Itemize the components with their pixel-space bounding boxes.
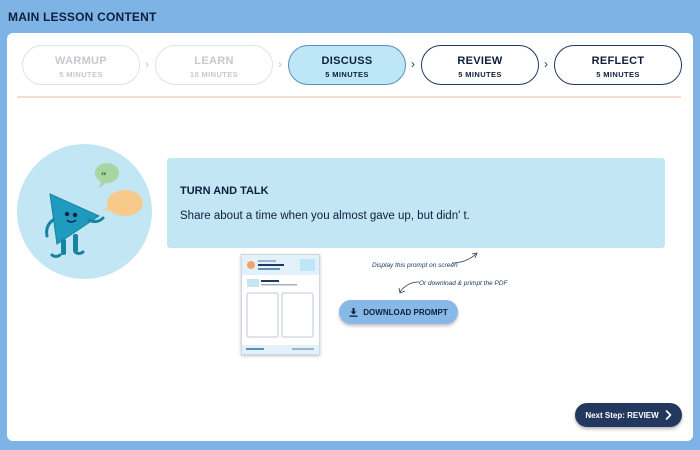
mascot-icon: [17, 144, 152, 279]
chevron-right-icon: [665, 410, 672, 420]
step-learn[interactable]: [155, 45, 273, 85]
chevron-right-icon: ›: [278, 57, 282, 71]
download-button-label: DOWNLOAD PROMPT: [363, 307, 448, 317]
download-prompt-button[interactable]: [339, 300, 458, 324]
divider: [17, 96, 681, 98]
download-note: Or download & primpt the PDF: [419, 280, 508, 287]
pdf-thumbnail[interactable]: [241, 254, 320, 355]
header-title: MAIN LESSON CONTENT: [8, 10, 157, 24]
lesson-steps: [22, 45, 682, 85]
chevron-right-icon: ›: [411, 57, 415, 71]
svg-text:“: “: [101, 170, 107, 182]
step-duration: 5 MINUTES: [325, 70, 369, 79]
download-icon: [349, 308, 358, 317]
chevron-right-icon: ›: [145, 57, 149, 71]
prompt-text: Share about a time when you almost gave up, but didn' t.: [180, 210, 470, 222]
step-warmup[interactable]: [22, 45, 140, 85]
step-reflect[interactable]: [554, 45, 682, 85]
display-note: Display this prompt on screen: [372, 262, 458, 269]
mascot-illustration: [17, 144, 152, 279]
step-duration: 5 MINUTES: [59, 70, 103, 79]
curved-arrow-icon: [397, 280, 421, 296]
step-duration: 5 MINUTES: [596, 70, 640, 79]
pdf-preview-image: [242, 255, 319, 354]
step-name: REFLECT: [591, 55, 645, 67]
step-name: DISCUSS: [321, 55, 373, 67]
next-button-label: Next Step: REVIEW: [585, 410, 659, 420]
step-duration: 10 MINUTES: [189, 70, 239, 79]
step-review[interactable]: [421, 45, 539, 85]
chevron-right-icon: ›: [544, 57, 548, 71]
step-name: WARMUP: [55, 55, 107, 67]
next-step-button[interactable]: [575, 403, 682, 427]
step-duration: 5 MINUTES: [458, 70, 502, 79]
step-name: LEARN: [194, 55, 234, 67]
main-panel: [7, 33, 693, 441]
step-discuss[interactable]: [288, 45, 406, 85]
prompt-card: [167, 158, 665, 248]
step-name: REVIEW: [457, 55, 503, 67]
prompt-title: TURN AND TALK: [180, 185, 269, 197]
